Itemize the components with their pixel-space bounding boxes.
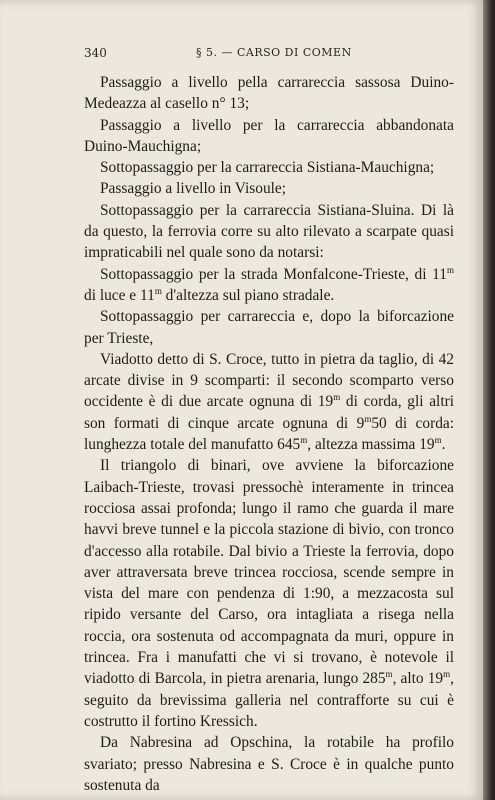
paragraph: Sottopassaggio per la carrareccia Sistiana-Mauchigna; [100, 159, 435, 177]
paragraph: Passaggio a livello per la carrareccia abbandonata Duino-Mauchigna; [84, 116, 454, 155]
paragraph: Da Nabresina ad Opschina, la rotabile ha profilo svariato; presso Nabresina e S. Croce è in qualche punto sostenuta da [84, 734, 454, 794]
page-number: 340 [84, 46, 107, 60]
paragraph: Passaggio a livello in Visoule; [100, 180, 287, 198]
paragraph: Viadotto detto di S. Croce, tutto in pietra da taglio, di 42 arcate divise in 9 scomparti: il secondo scomparto verso occidente è di due arcate ognuna di 19$^m$ di corda, gli altri son formati di cinque arcate ognuna di 9$^m$50 di corda: lunghezza totale del manufatto 645$^m$, altezza massima 19$^m$. [84, 350, 455, 454]
page-edge [483, 0, 495, 800]
paragraph: Sottopassaggio per la strada Monfalcone-Trieste, di 11$^m$ di luce e 11$^m$ d'altezza sul piano stradale. [84, 264, 454, 304]
body-text [84, 72, 454, 796]
paragraph: Sottopassaggio per la carrareccia Sistiana-Sluina. Di là da questo, la ferrovia corre su alto rilevato a scarpate quasi impraticabili nel quale sono da notarsi: [84, 201, 454, 262]
page-header [84, 46, 454, 62]
paragraph: Sottopassaggio per carrareccia e, dopo la biforcazione per Trieste, [84, 308, 454, 347]
paragraph: Il triangolo di binari, ove avviene la biforcazione Laibach-Trieste, trovasi pressochè interamente in trincea rocciosa assai profonda; lungo il ramo che guarda il mare havvi breve tunnel e la piccola stazione di bivio, con tronco d'accesso alla rotabile. Dal bivio a Trieste la ferrovia, dopo aver attraversata breve trincea rocciosa, scende sempre in vista del mare con pendenza di 1:90, a mezzacosta sul ripido versante del Carso, ora intagliata a risega nella roccia, ora sostenuta od accompagnata da muri, oppure in trincea. Fra i manufatti che vi si trovano, è notevole il viadotto di Barcola, in pietra arenaria, lungo 285$^m$, alto 19$^m$, seguito da brevissima galleria nel contrafforte su cui è costrutto il fortino Kressich. [84, 457, 455, 730]
running-head: § 5. — CARSO DI COMEN [196, 46, 352, 59]
paragraph: Passaggio a livello pella carrareccia sassosa Duino-Medeazza al casello n° 13; [84, 74, 454, 113]
